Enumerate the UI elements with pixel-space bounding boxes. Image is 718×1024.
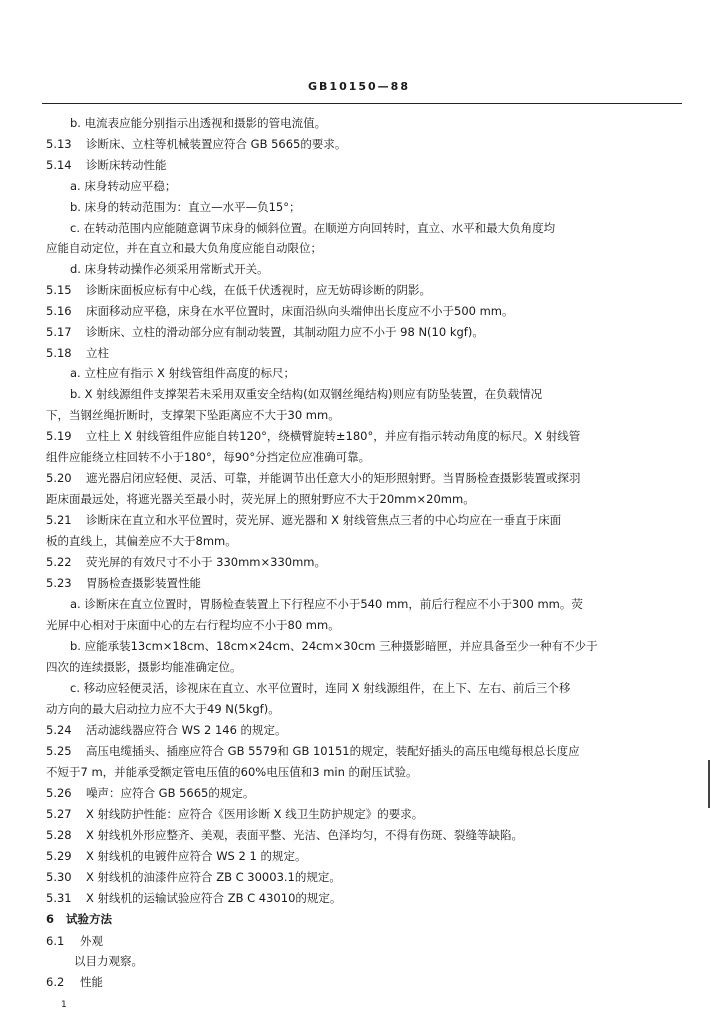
text-line: 不短于7 m，并能承受额定管电压值的60%电压值和3 min 的耐压试验。 <box>46 765 418 779</box>
text-line: b. 床身的转动范围为：直立—水平—负15°； <box>70 200 301 214</box>
section-title: 试验方法 <box>66 912 113 926</box>
clause-text: X 射线机的电镀件应符合 WS 2 1 的规定。 <box>86 849 307 863</box>
clause-text: 遮光器启闭应轻便、灵活、可靠，并能调节出任意大小的矩形照射野。当胃肠检查摄影装置或探羽 <box>86 471 581 485</box>
clause-text: 外观 <box>79 934 103 948</box>
clause-text: 立柱 <box>86 346 109 360</box>
clause-number: 5.26 <box>46 786 72 800</box>
clause-text: X 射线防护性能：应符合《医用诊断 X 线卫生防护规定》的要求。 <box>86 807 424 821</box>
text-line: 光屏中心相对于床面中心的左右行程均应不小于80 mm。 <box>46 618 340 632</box>
text-line: c. 在转动范围内应能随意调节床身的倾斜位置。在顺逆方向回转时，直立、水平和最大负角度均 <box>70 221 556 235</box>
header-rule <box>42 103 682 104</box>
clause-text: 诊断床、立柱的滑动部分应有制动装置，其制动阻力应不小于 98 N(10 kgf)。 <box>86 325 484 339</box>
text-line: a. 诊断床在直立位置时，胃肠检查装置上下行程应不小于540 mm，前后行程应不小于300 mm。荧 <box>70 597 583 611</box>
clause-text: 诊断床在直立和水平位置时，荧光屏、遮光器和 X 射线管焦点三者的中心均应在一垂直于床面 <box>86 513 562 527</box>
text-line: d. 床身转动操作必须采用常断式开关。 <box>70 262 269 276</box>
text-line: 下，当钢丝绳折断时，支撑架下坠距离应不大于30 mm。 <box>46 408 340 422</box>
clause-number: 5.23 <box>46 576 72 590</box>
page-header: GB10150—88 <box>308 80 410 93</box>
text-line: a. 床身转动应平稳； <box>70 179 177 193</box>
text-line: 应能自动定位，并在直立和最大负角度应能自动限位； <box>46 241 322 255</box>
section-6-2 <box>46 975 103 989</box>
clause-text: 床面移动应平稳，床身在水平位置时，床面沿纵向头端伸出长度应不小于500 mm。 <box>86 304 514 318</box>
clause-text: 诊断床转动性能 <box>86 158 167 172</box>
clause-text: 性能 <box>79 975 103 989</box>
clause-number: 5.30 <box>46 870 72 884</box>
clause-number: 5.19 <box>46 429 72 443</box>
text-line: 板的直线上，其偏差应不大于8mm。 <box>46 534 237 548</box>
clause-number: 5.16 <box>46 304 72 318</box>
page-number: 1 <box>61 1000 67 1010</box>
clause-number: 5.20 <box>46 471 72 485</box>
text-line: b. 电流表应能分别指示出透视和摄影的管电流值。 <box>70 116 327 130</box>
section-6-1 <box>46 934 103 948</box>
clause-text: 噪声：应符合 GB 5665的规定。 <box>86 786 255 800</box>
clause-number: 5.17 <box>46 325 72 339</box>
text-line: c. 移动应轻便灵活，诊视床在直立、水平位置时，连同 X 射线源组件，在上下、左右、前后三个移 <box>70 681 571 695</box>
clause-text: X 射线机外形应整齐、美观，表面平整、光洁、色泽均匀，不得有伤斑、裂缝等缺陷。 <box>86 828 524 842</box>
clause-number: 6.1 <box>46 934 65 948</box>
clause-text: 活动滤线器应符合 WS 2 146 的规定。 <box>86 723 287 737</box>
clause-number: 5.25 <box>46 744 72 758</box>
text-line: 距床面最远处，将遮光器关至最小时，荧光屏上的照射野应不大于20mm×20mm。 <box>46 492 475 506</box>
clause-number: 5.15 <box>46 283 72 297</box>
clause-text: 诊断床面板应标有中心线，在低千伏透视时，应无妨碍诊断的阴影。 <box>86 283 431 297</box>
clause-text: 胃肠检查摄影装置性能 <box>86 576 201 590</box>
text-line: b. 应能承装13cm×18cm、18cm×24cm、24cm×30cm 三种摄影暗匣，并应具备至少一种有不少于 <box>70 639 598 653</box>
text-line: 四次的连续摄影，摄影均能准确定位。 <box>46 660 242 674</box>
scan-edge-mark <box>708 760 710 808</box>
clause-number: 5.22 <box>46 555 72 569</box>
section-number: 6 <box>46 912 55 926</box>
clause-number: 5.14 <box>46 158 72 172</box>
clause-number: 5.24 <box>46 723 72 737</box>
text-line: 动方向的最大启动拉力应不大于49 N(5kgf)。 <box>46 702 280 716</box>
clause-number: 5.18 <box>46 346 72 360</box>
clause-text: X 射线机的运输试验应符合 ZB C 43010的规定。 <box>86 891 342 905</box>
clause-text: 高压电缆插头、插座应符合 GB 5579和 GB 10151的规定，装配好插头的高压电缆每根总长度应 <box>86 744 580 758</box>
clause-text: 荧光屏的有效尺寸不小于 330mm×330mm。 <box>86 555 326 569</box>
text-line: 组件应能绕立柱回转不小于180°，每90°分挡定位应准确可靠。 <box>46 450 371 464</box>
clause-number: 5.13 <box>46 137 72 151</box>
clause-number: 5.31 <box>46 891 72 905</box>
clause-text: 诊断床、立柱等机械装置应符合 GB 5665的要求。 <box>86 137 347 151</box>
clause-number: 5.29 <box>46 849 72 863</box>
clause-text: X 射线机的油漆件应符合 ZB C 30003.1的规定。 <box>86 870 341 884</box>
text-line: b. X 射线源组件支撑架若未采用双重安全结构(如双钢丝绳结构)则应有防坠装置，在负载情况 <box>70 387 543 401</box>
clause-text: 立柱上 X 射线管组件应能自转120°，绕横臂旋转±180°，并应有指示转动角度的标尺。X 射线管 <box>86 429 581 443</box>
text-line: a. 立柱应有指示 X 射线管组件高度的标尺； <box>70 366 296 380</box>
clause-number: 5.27 <box>46 807 72 821</box>
clause-number: 6.2 <box>46 975 65 989</box>
section-6-heading <box>46 912 112 926</box>
section-6-1-text: 以目力观察。 <box>74 954 143 968</box>
clause-number: 5.21 <box>46 513 72 527</box>
clause-number: 5.28 <box>46 828 72 842</box>
